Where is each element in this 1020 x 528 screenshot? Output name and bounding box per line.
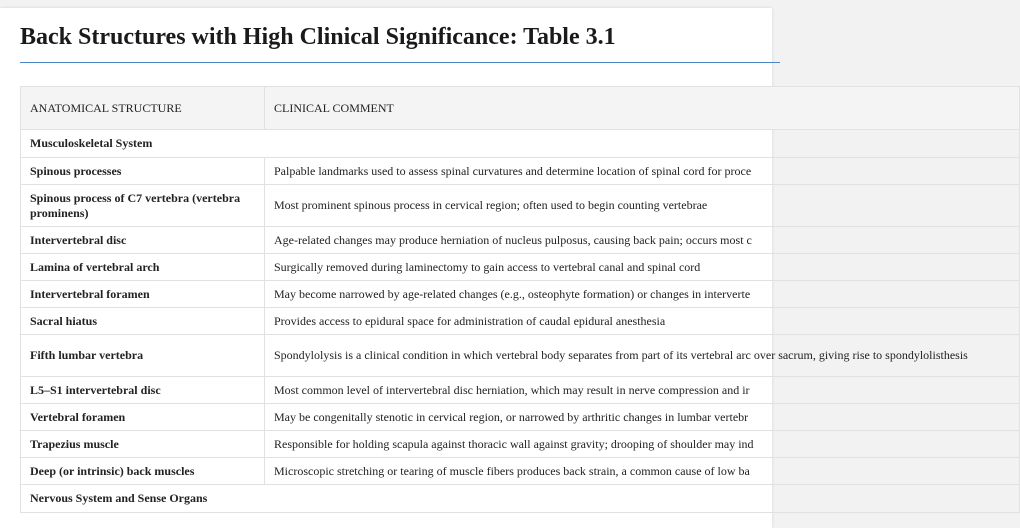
comment-cell: Palpable landmarks used to assess spinal curvatures and determine location of spinal cord for proce <box>265 158 1020 185</box>
comment-cell: Most prominent spinous process in cervical region; often used to begin counting vertebrae <box>265 185 1020 227</box>
structure-cell: Trapezius muscle <box>21 431 265 458</box>
table-row <box>21 431 1020 458</box>
comment-cell: May become narrowed by age-related changes (e.g., osteophyte formation) or changes in interverte <box>265 281 1020 308</box>
section-row-nervous <box>21 485 1020 513</box>
comment-cell: Responsible for holding scapula against thoracic wall against gravity; drooping of shoulder may ind <box>265 431 1020 458</box>
comment-cell: Microscopic stretching or tearing of muscle fibers produces back strain, a common cause of low ba <box>265 458 1020 485</box>
comment-cell: Most common level of intervertebral disc herniation, which may result in nerve compression and ir <box>265 377 1020 404</box>
comment-cell: May be congenitally stenotic in cervical region, or narrowed by arthritic changes in lumbar vertebr <box>265 404 1020 431</box>
table-row <box>21 404 1020 431</box>
page-title: Back Structures with High Clinical Significance: Table 3.1 <box>20 24 616 50</box>
structure-cell: Sacral hiatus <box>21 308 265 335</box>
structure-cell: Spinous process of C7 vertebra (vertebra prominens) <box>21 185 265 227</box>
section-row-musculoskeletal <box>21 130 1020 158</box>
structure-cell: Intervertebral disc <box>21 227 265 254</box>
comment-cell: Provides access to epidural space for administration of caudal epidural anesthesia <box>265 308 1020 335</box>
clinical-table <box>20 86 1020 513</box>
comment-cell: Spondylolysis is a clinical condition in which vertebral body separates from part of its vertebral arc over sacrum, giving rise to spondylolisthesis <box>265 335 1020 377</box>
comment-cell: Surgically removed during laminectomy to gain access to vertebral canal and spinal cord <box>265 254 1020 281</box>
table-row <box>21 254 1020 281</box>
structure-cell: L5–S1 intervertebral disc <box>21 377 265 404</box>
section-label: Nervous System and Sense Organs <box>21 485 1020 513</box>
table-row <box>21 377 1020 404</box>
header-comment: CLINICAL COMMENT <box>265 87 1020 130</box>
structure-cell: Fifth lumbar vertebra <box>21 335 265 377</box>
title-divider <box>20 62 780 63</box>
structure-cell: Lamina of vertebral arch <box>21 254 265 281</box>
table-row <box>21 281 1020 308</box>
structure-cell: Intervertebral foramen <box>21 281 265 308</box>
table-row <box>21 227 1020 254</box>
section-label: Musculoskeletal System <box>21 130 1020 158</box>
structure-cell: Spinous processes <box>21 158 265 185</box>
content-card <box>0 8 968 528</box>
table-row <box>21 458 1020 485</box>
comment-cell: Age-related changes may produce herniation of nucleus pulposus, causing back pain; occurs most c <box>265 227 1020 254</box>
table-row <box>21 308 1020 335</box>
structure-cell: Deep (or intrinsic) back muscles <box>21 458 265 485</box>
table-header-row <box>21 87 1020 130</box>
structure-cell: Vertebral foramen <box>21 404 265 431</box>
table-row <box>21 185 1020 227</box>
table-row <box>21 335 1020 377</box>
table-row <box>21 158 1020 185</box>
header-structure: ANATOMICAL STRUCTURE <box>21 87 265 130</box>
